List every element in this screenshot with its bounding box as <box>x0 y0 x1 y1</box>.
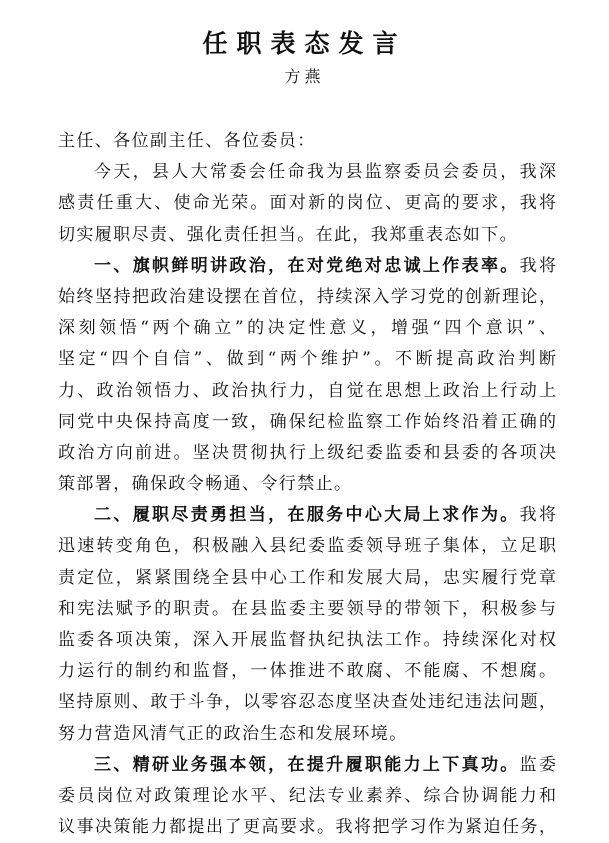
intro-paragraph <box>58 157 556 251</box>
sections <box>58 251 556 843</box>
paragraph-line: 政治方向前进。坚决贯彻执行上级纪委监委和县委的各项决 <box>58 442 556 463</box>
section-text: 监委 <box>519 754 557 775</box>
paragraph-line: 今天，县人大常委会任命我为县监察委员会委员，我深 <box>94 162 556 183</box>
section-paragraph <box>58 500 556 750</box>
paragraph-line: 力运行的制约和监督，一体推进不敢腐、不能腐、不想腐。 <box>58 661 556 682</box>
document-body <box>58 126 556 843</box>
paragraph-line: 迅速转变角色，积极融入县纪委监委领导班子集体，立足职 <box>58 536 556 557</box>
document-author: 方燕 <box>284 67 325 86</box>
paragraph-line: 深刻领悟“两个确立”的决定性意义，增强“四个意识”、 <box>58 318 556 339</box>
paragraph-line: 始终坚持把政治建设摆在首位，持续深入学习党的创新理论， <box>58 286 556 307</box>
paragraph-line: 感责任重大、使命光荣。面对新的岗位、更高的要求，我将 <box>58 193 556 214</box>
paragraph-line <box>58 750 556 781</box>
paragraph-line: 坚定“四个自信”、做到“两个维护”。不断提高政治判断 <box>58 349 556 370</box>
section-paragraph <box>58 750 556 843</box>
section-text: 我将 <box>519 505 557 526</box>
paragraph-line: 同党中央保持高度一致，确保纪检监察工作始终沿着正确的 <box>58 411 556 432</box>
paragraph-line: 委员岗位对政策理论水平、纪法专业素养、综合协调能力和 <box>58 785 556 806</box>
paragraph-line: 切实履职尽责、强化责任担当。在此，我郑重表态如下。 <box>58 224 518 245</box>
section-heading: 三、精研业务强本领，在提升履职能力上下真功。 <box>94 754 520 775</box>
paragraph-line: 坚持原则、敢于斗争，以零容忍态度坚决查处违纪违法问题， <box>58 692 556 713</box>
paragraph-line <box>58 251 556 282</box>
paragraph-line: 努力营造风清气正的政治生态和发展环境。 <box>58 723 408 744</box>
section-heading: 二、履职尽责勇担当，在服务中心大局上求作为。 <box>94 505 520 526</box>
salutation: 主任、各位副主任、各位委员： <box>58 131 316 151</box>
paragraph-line: 策部署，确保政令畅通、令行禁止。 <box>58 474 353 495</box>
paragraph-line <box>58 500 556 531</box>
paragraph-line: 和宪法赋予的职责。在县监委主要领导的带领下，积极参与 <box>58 598 556 619</box>
paragraph-line: 议事决策能力都提出了更高要求。我将把学习作为紧迫任务， <box>58 817 556 838</box>
paragraph-line: 监委各项决策，深入开展监督执纪执法工作。持续深化对权 <box>58 630 556 650</box>
document-title: 任职表态发言 <box>202 29 407 58</box>
section-heading: 一、旗帜鲜明讲政治，在对党绝对忠诚上作表率。 <box>94 255 520 276</box>
paragraph-line: 力、政治领悟力、政治执行力，自觉在思想上政治上行动上 <box>58 380 556 401</box>
section-paragraph <box>58 251 556 501</box>
paragraph-line: 责定位，紧紧围绕全县中心工作和发展大局，忠实履行党章 <box>58 567 556 588</box>
section-text: 我将 <box>519 255 557 276</box>
